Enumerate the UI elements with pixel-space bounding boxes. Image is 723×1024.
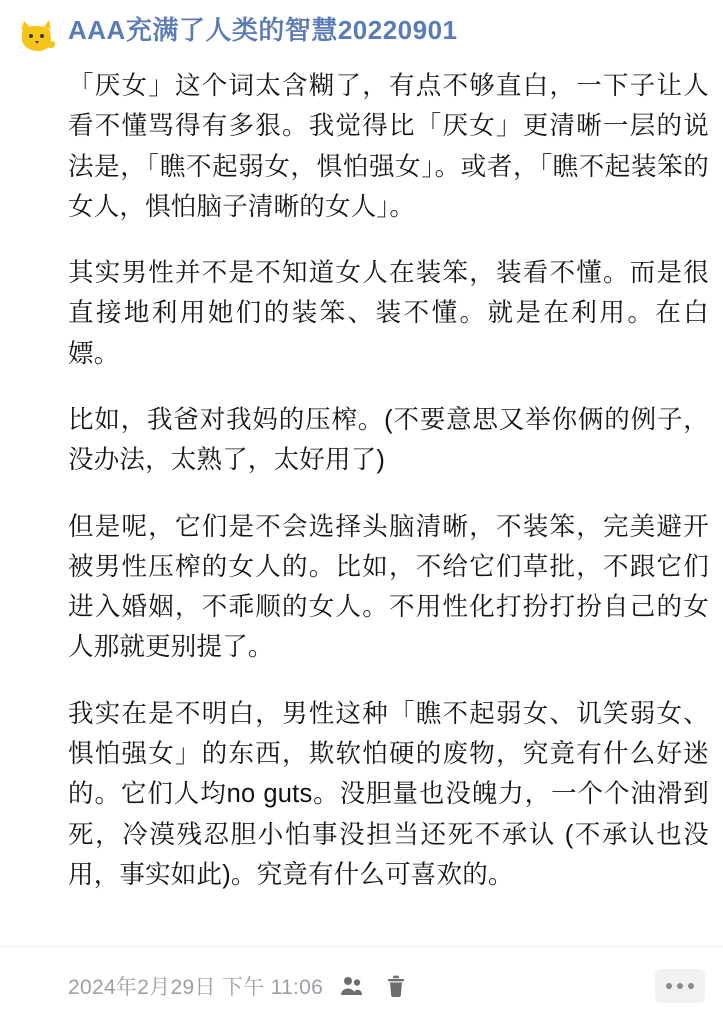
post-paragraph: 我实在是不明白，男性这种「瞧不起弱女、讥笑弱女、惧怕强女」的东西，欺软怕硬的废物，究竟有什么好迷的。它们人均no guts。没胆量也没魄力，一个个油滑到死，冷漠残忍胆小怕事没担当还死不承认 (不承认也没用，事实如此)。究竟有什么可喜欢的。 (68, 699, 709, 889)
post-paragraph: 其实男性并不是不知道女人在装笨，装看不懂。而是很直接地利用她们的装笨、装不懂。就是在利用。在白嫖。 (68, 259, 709, 368)
more-dot-icon (688, 983, 694, 989)
more-options-button[interactable] (655, 969, 705, 1003)
timestamp: 2024年2月29日 下午 11:06 (68, 975, 324, 999)
more-dot-icon (677, 983, 683, 989)
post-paragraph: 「厌女」这个词太含糊了，有点不够直白，一下子让人看不懂骂得有多狠。我觉得比「厌女」更清晰一层的说法是，「瞧不起弱女，惧怕强女」。或者，「瞧不起装笨的女人，惧怕脑子清晰的女人」。 (68, 72, 709, 221)
author-name[interactable]: AAA充满了人类的智慧20220901 (68, 15, 458, 45)
delete-trash-icon[interactable] (383, 973, 409, 999)
post-header (14, 14, 709, 60)
footer-icons (339, 973, 409, 999)
post-paragraph: 比如，我爸对我妈的压榨。(不要意思又举你俩的例子，没办法，太熟了，太好用了) (68, 405, 709, 475)
post-paragraph: 但是呢，它们是不会选择头脑清晰，不装笨，完美避开被男性压榨的女人的。比如，不给它们草批，不跟它们进入婚姻，不乖顺的女人。不用性化打扮打扮自己的女人那就更别提了。 (68, 512, 709, 662)
audience-people-icon[interactable] (339, 973, 365, 999)
post-body (68, 66, 709, 895)
post-footer (0, 946, 723, 1024)
avatar[interactable] (14, 16, 58, 60)
more-dot-icon (666, 983, 672, 989)
author-block (68, 14, 709, 47)
